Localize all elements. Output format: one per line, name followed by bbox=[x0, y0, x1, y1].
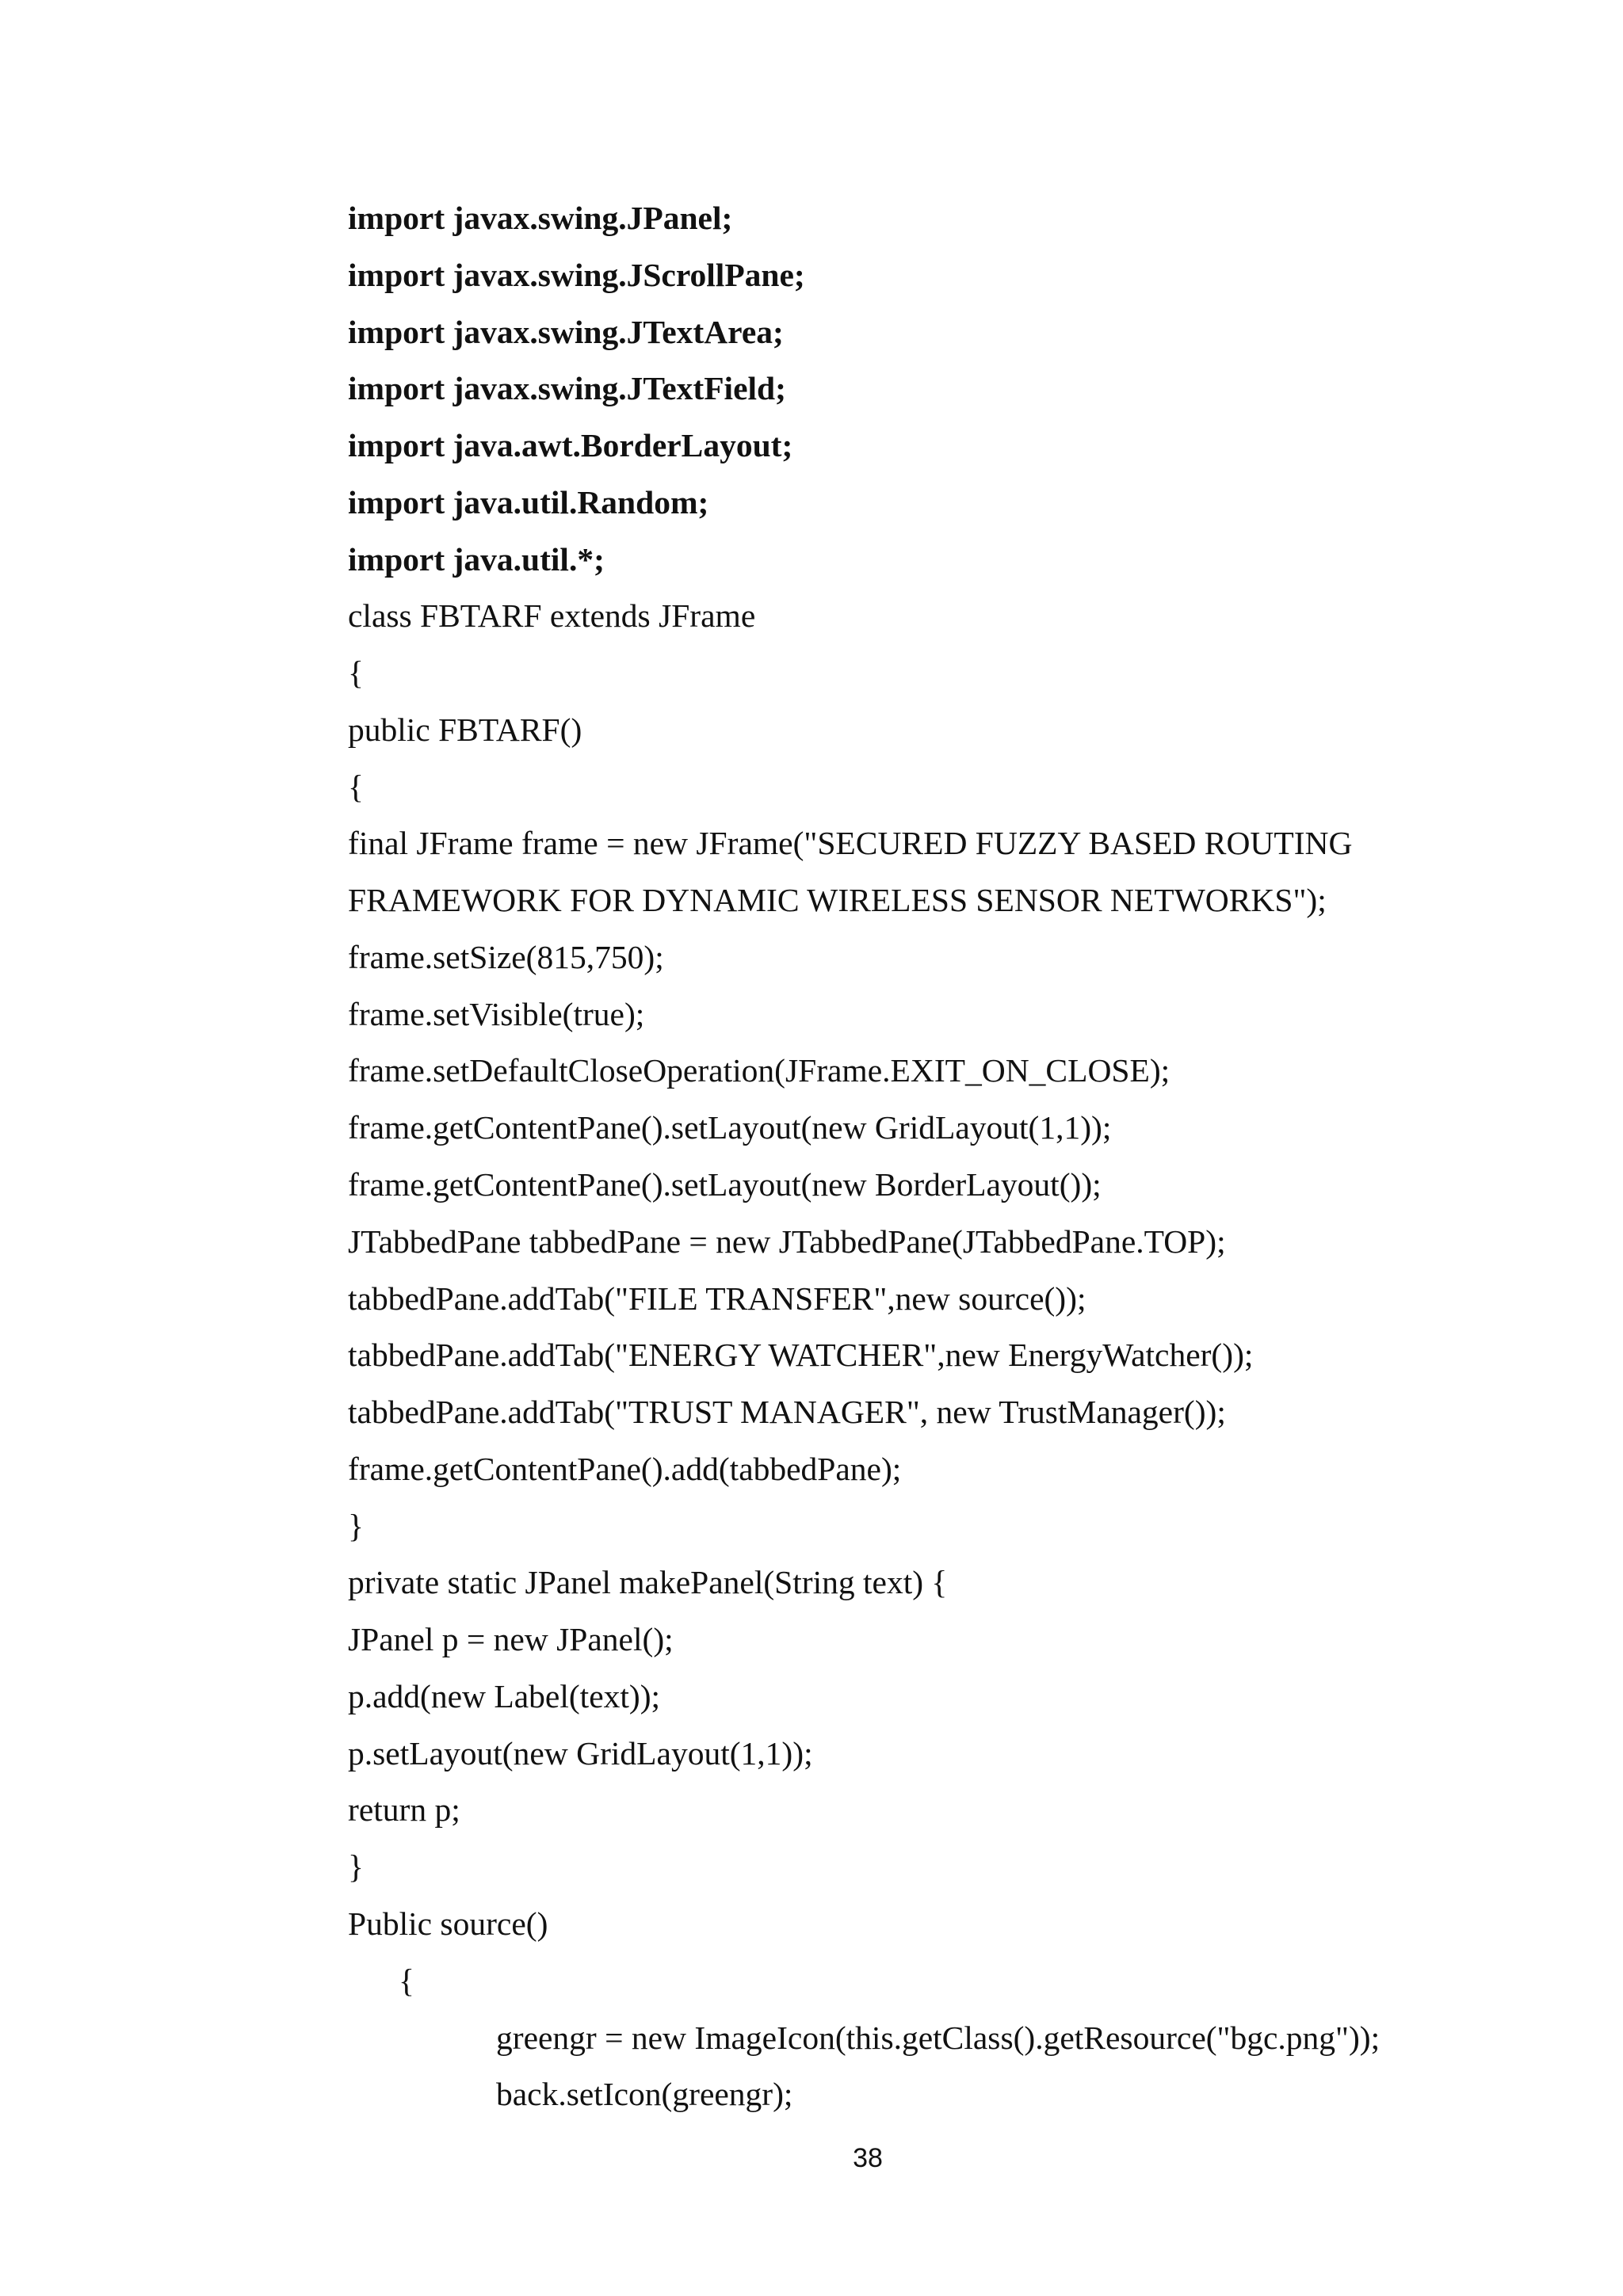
code-line-import: import java.util.*; bbox=[348, 540, 605, 578]
code-line: { bbox=[348, 654, 364, 692]
code-line-import: import javax.swing.JTextArea; bbox=[348, 313, 784, 350]
page-number: 38 bbox=[853, 2143, 883, 2173]
code-line: tabbedPane.addTab("ENERGY WATCHER",new EnergyWatcher()); bbox=[348, 1337, 1254, 1374]
code-line: } bbox=[348, 1848, 364, 1886]
code-line: tabbedPane.addTab("TRUST MANAGER", new TrustManager()); bbox=[348, 1394, 1226, 1431]
code-line: { bbox=[348, 768, 364, 805]
code-line: tabbedPane.addTab("FILE TRANSFER",new source()); bbox=[348, 1280, 1086, 1317]
code-line: frame.getContentPane().setLayout(new GridLayout(1,1)); bbox=[348, 1109, 1112, 1146]
code-line: p.setLayout(new GridLayout(1,1)); bbox=[348, 1734, 813, 1772]
code-line: } bbox=[348, 1507, 364, 1544]
code-line: back.setIcon(greengr); bbox=[496, 2076, 793, 2113]
code-line-import: import java.util.Random; bbox=[348, 483, 709, 521]
code-line-import: import javax.swing.JScrollPane; bbox=[348, 256, 805, 293]
code-line-import: import javax.swing.JPanel; bbox=[348, 200, 733, 236]
code-line: class FBTARF extends JFrame bbox=[348, 597, 756, 635]
code-line: frame.setSize(815,750); bbox=[348, 938, 664, 975]
code-line: final JFrame frame = new JFrame("SECURED FUZZY BASED ROUTING bbox=[348, 825, 1353, 862]
code-line: frame.getContentPane().add(tabbedPane); bbox=[348, 1450, 902, 1487]
code-line: Public source() bbox=[348, 1905, 548, 1942]
code-line-import: import javax.swing.JTextField; bbox=[348, 370, 786, 407]
code-line: greengr = new ImageIcon(this.getClass().getResource("bgc.png")); bbox=[496, 2019, 1381, 2056]
code-line: private static JPanel makePanel(String text) { bbox=[348, 1564, 948, 1601]
code-line: return p; bbox=[348, 1791, 460, 1829]
code-line: JPanel p = new JPanel(); bbox=[348, 1621, 674, 1658]
code-line: frame.setVisible(true); bbox=[348, 995, 645, 1032]
code-line: JTabbedPane tabbedPane = new JTabbedPane(JTabbedPane.TOP); bbox=[348, 1222, 1226, 1260]
code-line-import: import java.awt.BorderLayout; bbox=[348, 427, 793, 464]
code-line: p.add(new Label(text)); bbox=[348, 1677, 661, 1714]
code-line: frame.getContentPane().setLayout(new BorderLayout()); bbox=[348, 1166, 1102, 1203]
code-line: FRAMEWORK FOR DYNAMIC WIRELESS SENSOR NETWORKS"); bbox=[348, 882, 1327, 919]
code-line: frame.setDefaultCloseOperation(JFrame.EXIT_ON_CLOSE); bbox=[348, 1052, 1170, 1089]
code-listing bbox=[348, 190, 1584, 2123]
code-line: { bbox=[399, 1962, 414, 1999]
code-line: public FBTARF() bbox=[348, 711, 582, 748]
